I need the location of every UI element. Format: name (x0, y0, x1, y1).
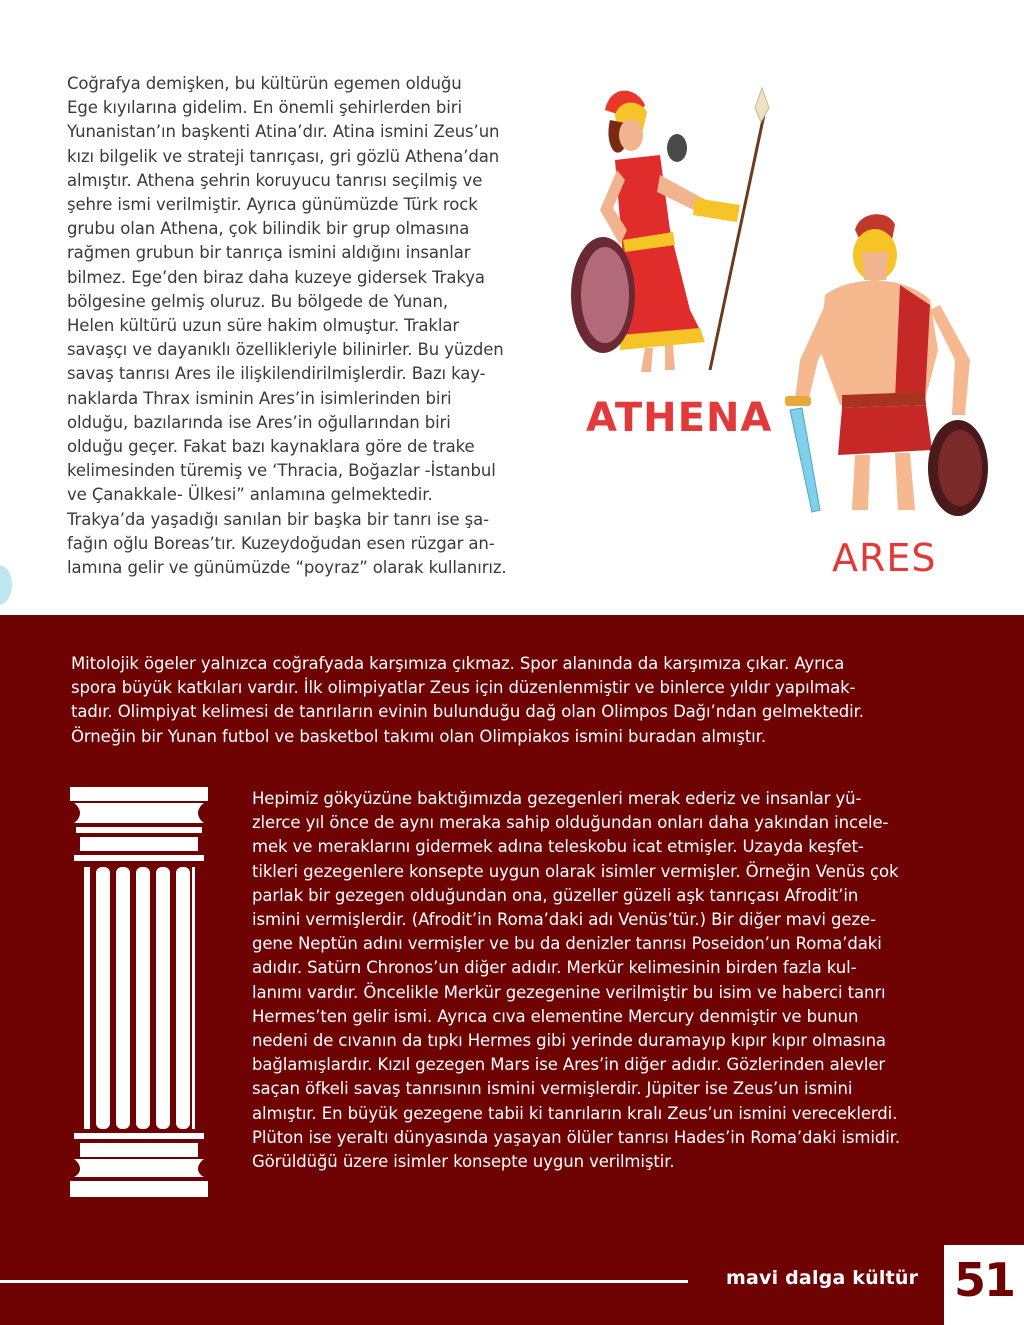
sport-paragraph: Mitolojik ögeler yalnızca coğrafyada karşımıza çıkmaz. Spor alanında da karşımıza çıkar. Ayrıca spora büyük katkıları vardır. İlk olimpiyatlar Zeus için düzenlenmiştir ve binlerce yıldır yapılmak- tadır. Olimpiyat kelimesi de tanrıların evinin bulunduğu dağ olan Olimpos Dağı’ndan gelmektedir. Örneğin bir Yunan futbol ve basketbol takımı olan Olimpiakos ismini buradan almıştır. (71, 654, 864, 746)
athena-illustration (565, 80, 775, 380)
footer-brand: mavi dalga kültür (726, 1267, 919, 1289)
page-number-box (944, 1245, 1024, 1325)
athena-label: ATHENA (586, 395, 773, 441)
column-pillar-icon (70, 787, 208, 1197)
intro-paragraph: Coğrafya demişken, bu kültürün egemen olduğu Ege kıyılarına gidelim. En önemli şehirlerden biri Yunanistan’ın başkenti Atina’dır. Atina ismini Zeus’un kızı bilgelik ve strateji tanrıçası, gri gözlü Athena’dan almıştır. Athena şehrin koruyucu tanrısı seçilmiş ve şehre ismi verilmiştir. Ayrıca günümüzde Türk rock grubu olan Athena, çok bilindik bir grup olmasına rağmen grubun bir tanrıça ismini aldığını insanlar bilmez. Ege’den biraz daha kuzeye gidersek Trakya bölgesine gelmiş oluruz. Bu bölgede de Yunan, Helen kültürü uzun süre hakim olmuştur. Traklar savaşçı ve dayanıklı özellikleriyle bilinirler. Bu yüzden savaş tanrısı Ares ile ilişkilendirilmişlerdir. Bazı kay- naklarda Thrax isminin Ares’in isimlerinden biri olduğu, bazılarında ise Ares’in oğullarından biri olduğu geçer. Fakat bazı kaynaklara göre de trake kelimesinden türemiş ve ‘Thracia, Boğazlar -İstanbul ve Çanakkale- Ülkesi” anlamına gelmektedir. Trakya’da yaşadığı sanılan bir başka bir tanrı ise şa- fağın oğlu Boreas’tır. Kuzeydoğudan esen rüzgar an- lamına gelir ve günümüzde “poyraz” olarak kullanırız. (67, 74, 507, 578)
top-section (0, 0, 1024, 615)
ares-illustration (780, 210, 1000, 520)
planets-paragraph: Hepimiz gökyüzüne baktığımızda gezegenleri merak ederiz ve insanlar yü- zlerce yıl önce de aynı meraka sahip olduğundan onları daha yakından incele- mek ve meraklarını gidermek adına teleskobu icat etmişler. Uzayda keşfet- tikleri gezegenlere konsepte uygun olarak isimler vermişler. Örneğin Venüs çok parlak bir gezegen olduğundan ona, güzeller güzeli aşk tanrıçası Afrodit’in ismini vermişlerdir. (Afrodit’in Roma’daki adı Venüs’tür.) Bir diğer mavi geze- gene Neptün adını vermişler ve bu da denizler tanrısı Poseidon’un Roma’daki adıdır. Satürn Chronos’un diğer adıdır. Merkür kelimesinin birden fazla kul- lanımı vardır. Öncelikle Merkür gezegenine verilmiştir bu isim ve haberci tanrı Hermes’ten gelir ismi. Ayrıca cıva elementine Mercury denmiştir ve bunun nedeni de cıvanın da tıpkı Hermes gibi yerinde duramayıp kıpır kıpır olmasına bağlamışlardır. Kızıl gezegen Mars ise Ares’in diğer adıdır. Gözlerinden alevler saçan öfkeli savaş tanrısının ismini vermişlerdir. Jüpiter ise Zeus’un ismini almıştır. En büyük gezegene tabii ki tanrıların kralı Zeus’un ismini vereceklerdi. Plüton ise yeraltı dünyasında yaşayan ölüler tanrısı Hades’in Roma’daki ismidir. Görüldüğü üzere isimler konsepte uygun verilmiştir. (252, 789, 901, 1172)
decorative-bubble (0, 565, 12, 605)
ares-label: ARES (832, 536, 937, 580)
bottom-section (0, 615, 1024, 1325)
footer-divider (0, 1280, 688, 1283)
page-number: 51 (953, 1253, 1014, 1307)
